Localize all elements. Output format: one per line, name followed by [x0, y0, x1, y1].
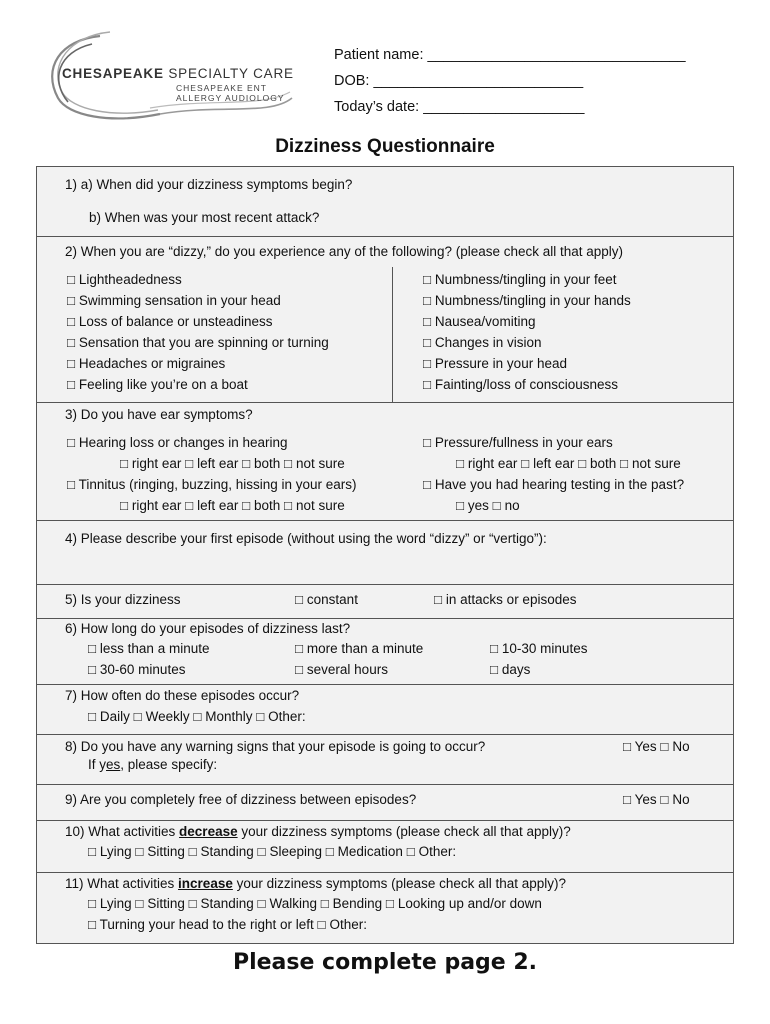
question-7 [36, 684, 734, 734]
chesapeake-logo [40, 28, 300, 124]
question-6 [36, 618, 734, 684]
checkbox-days[interactable]: □ days [490, 662, 531, 677]
patient-name-field[interactable]: Patient name: ________________________________ [334, 47, 686, 63]
checkbox-hearing-testing[interactable]: □ Have you had hearing testing in the past? [423, 477, 685, 492]
question-3 [36, 402, 734, 520]
q4-text: 4) Please describe your first episode (without using the word “dizzy” or “vertigo”): [65, 531, 547, 546]
checkbox-swimming[interactable]: □ Swimming sensation in your head [67, 293, 281, 308]
q6-text: 6) How long do your episodes of dizziness last? [65, 621, 351, 636]
checkbox-headaches[interactable]: □ Headaches or migraines [67, 356, 226, 371]
increase-options-row1[interactable]: □ Lying □ Sitting □ Standing □ Walking □ Bending □ Looking up and/or down [88, 896, 542, 911]
q10-text: 10) What activities decrease your dizziness symptoms (please check all that apply)? [65, 824, 571, 839]
checkbox-numb-feet[interactable]: □ Numbness/tingling in your feet [423, 272, 617, 287]
checkbox-balance[interactable]: □ Loss of balance or unsteadiness [67, 314, 273, 329]
footer-note: Please complete page 2. [232, 950, 538, 975]
question-10 [36, 820, 734, 872]
checkbox-constant[interactable]: □ constant [295, 592, 358, 607]
increase-options-row2[interactable]: □ Turning your head to the right or left □ Other: [88, 917, 367, 932]
checkbox-tinnitus[interactable]: □ Tinnitus (ringing, buzzing, hissing in your ears) [67, 477, 357, 492]
checkbox-attacks[interactable]: □ in attacks or episodes [434, 592, 577, 607]
q8-text: 8) Do you have any warning signs that your episode is going to occur? [65, 739, 486, 754]
q3-text: 3) Do you have ear symptoms? [65, 407, 253, 422]
q1a-text: 1) a) When did your dizziness symptoms begin? [65, 177, 353, 192]
checkbox-vision[interactable]: □ Changes in vision [423, 335, 542, 350]
checkbox-less-minute[interactable]: □ less than a minute [88, 641, 210, 656]
question-8 [36, 734, 734, 784]
question-2 [36, 236, 734, 402]
checkbox-more-minute[interactable]: □ more than a minute [295, 641, 424, 656]
checkbox-numb-hands[interactable]: □ Numbness/tingling in your hands [423, 293, 631, 308]
q2-text: 2) When you are “dizzy,” do you experience any of the following? (please check all that apply) [65, 244, 624, 259]
checkbox-fainting[interactable]: □ Fainting/loss of consciousness [423, 377, 618, 392]
q11-text: 11) What activities increase your dizziness symptoms (please check all that apply)? [65, 876, 566, 891]
testing-yes-no[interactable]: □ yes □ no [456, 498, 520, 513]
decrease-options[interactable]: □ Lying □ Sitting □ Standing □ Sleeping □ Medication □ Other: [88, 844, 457, 859]
q5-text: 5) Is your dizziness [65, 592, 181, 607]
checkbox-10-30-min[interactable]: □ 10-30 minutes [490, 641, 588, 656]
checkbox-ear-pressure[interactable]: □ Pressure/fullness in your ears [423, 435, 613, 450]
checkbox-hearing-loss[interactable]: □ Hearing loss or changes in hearing [67, 435, 288, 450]
q9-text: 9) Are you completely free of dizziness between episodes? [65, 792, 417, 807]
question-11 [36, 872, 734, 944]
checkbox-lightheadedness[interactable]: □ Lightheadedness [67, 272, 182, 287]
question-5 [36, 584, 734, 618]
question-9 [36, 784, 734, 820]
logo-name: CHESAPEAKE SPECIALTY CARE [62, 66, 294, 81]
question-4 [36, 520, 734, 584]
column-divider [392, 267, 393, 402]
checkbox-30-60-min[interactable]: □ 30-60 minutes [88, 662, 186, 677]
ear-options-hearing[interactable]: □ right ear □ left ear □ both □ not sure [120, 456, 345, 471]
checkbox-spinning[interactable]: □ Sensation that you are spinning or turning [67, 335, 329, 350]
ear-options-tinnitus[interactable]: □ right ear □ left ear □ both □ not sure [120, 498, 345, 513]
frequency-options[interactable]: □ Daily □ Weekly □ Monthly □ Other: [88, 709, 306, 724]
q8-specify: If yes, please specify: [88, 757, 218, 772]
todays-date-field[interactable]: Today’s date: ____________________ [334, 99, 585, 115]
checkbox-several-hours[interactable]: □ several hours [295, 662, 388, 677]
dob-field[interactable]: DOB: __________________________ [334, 73, 584, 89]
logo-subtitle: CHESAPEAKE ENT ALLERGY AUDIOLOGY [176, 83, 285, 103]
page-title: Dizziness Questionnaire [275, 136, 495, 157]
checkbox-pressure-head[interactable]: □ Pressure in your head [423, 356, 567, 371]
q7-text: 7) How often do these episodes occur? [65, 688, 300, 703]
checkbox-boat[interactable]: □ Feeling like you’re on a boat [67, 377, 248, 392]
q1b-text: b) When was your most recent attack? [89, 210, 320, 225]
q9-yes-no[interactable]: □ Yes □ No [623, 792, 690, 807]
q8-yes-no[interactable]: □ Yes □ No [623, 739, 690, 754]
checkbox-nausea[interactable]: □ Nausea/vomiting [423, 314, 536, 329]
question-1 [36, 166, 734, 236]
ear-options-pressure[interactable]: □ right ear □ left ear □ both □ not sure [456, 456, 681, 471]
